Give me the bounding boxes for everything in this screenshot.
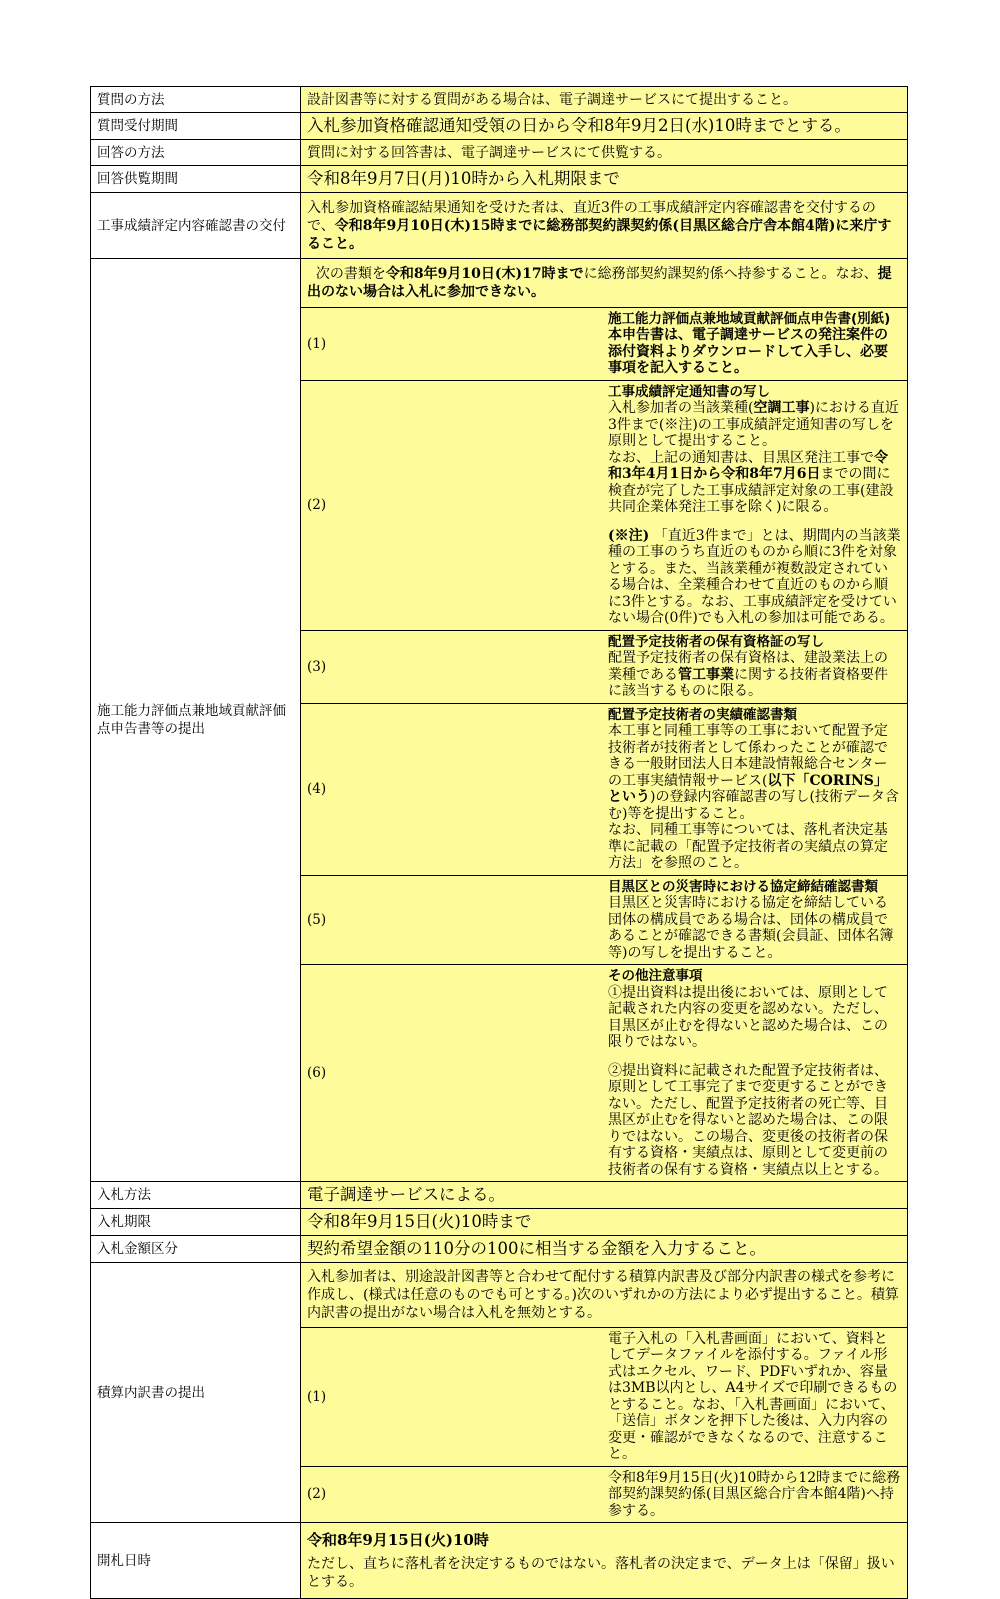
estimate-intro: 入札参加者は、別途設計図書等と合わせて配付する積算内訳書及び部分内訳書の様式を参考に作成し、(様式は任意のものでも可とする。)次のいずれかの方法により必ず提出すること。積算内訳書の提出がない場合は入札を無効とする。 [301, 1263, 907, 1327]
item-text: 本申告書は、電子調達サービスの発注案件の添付資料よりダウンロードして入手し、必要事項を記入すること。 [608, 327, 888, 376]
bid-conditions-table [90, 86, 908, 1599]
item-text: 入札参加者の当該業種(空調工事)における直近3件まで(※注)の工事成績評定通知書の写しを原則として提出すること。 [608, 400, 899, 449]
item-text: 電子入札の「入札書画面」において、資料としてデータファイルを添付する。ファイル形式はエクセル、ワード、PDFいずれか、容量は3MB以内とし、A4サイズで印刷できるものとすること。なお、「入札書画面」において、「送信」ボタンを押下した後は、入力内容の変更・確認ができなくなるので、注意すること。 [604, 1327, 907, 1466]
item-title: 目黒区との災害時における協定締結確認書類 [608, 878, 878, 895]
document-page [90, 86, 908, 1599]
item-number: (6) [301, 965, 604, 1182]
item-title: その他注意事項 [608, 968, 703, 984]
item-title: 施工能力評価点兼地域貢献評価点申告書(別紙) [608, 310, 891, 327]
estimate-item [301, 1466, 907, 1522]
value-answer-period: 令和8年9月7日(月)10時から入札期限まで [301, 166, 908, 193]
row-estimate [91, 1263, 908, 1523]
label-answer-method: 回答の方法 [91, 140, 301, 166]
label-submission: 施工能力評価点兼地域貢献評価点申告書等の提出 [91, 259, 301, 1182]
item-text: ②提出資料に記載された配置予定技術者は、原則として工事完了まで変更することができない。ただし、配置予定技術者の死亡等、目黒区が止むを得ないと認めた場合は、この限りではない。この場合、変更後の技術者の保有する資格・実績点は、原則として変更前の技術者の保有する資格・実績点以上とする。 [608, 1062, 888, 1178]
item-number: (1) [301, 1327, 604, 1466]
value-submission [301, 259, 908, 1182]
row-bid-deadline [91, 1209, 908, 1236]
row-submission [91, 259, 908, 1182]
item-text: 目黒区と災害時における協定を締結している団体の構成員である場合は、団体の構成員であることが確認できる書類(会員証、団体名簿等)の写しを提出すること。 [608, 895, 894, 961]
submission-intro: 次の書類を令和8年9月10日(木)17時までに総務部契約課契約係へ持参すること。なお、提出のない場合は入札に参加できない。 [301, 259, 907, 307]
submission-items [301, 259, 907, 1181]
item-note: (※注) 「直近3件まで」とは、期間内の当該業種の工事のうち直近のものから順に3件を対象とする。また、当該業種が複数設定されている場合は、全業種合わせて直近のものから順に3件とする。なお、工事成績評定を受けていない場合(0件)でも入札の参加は可能である。 [608, 527, 901, 626]
item-number: (2) [301, 1466, 604, 1522]
item-title: 配置予定技術者の保有資格証の写し [608, 633, 824, 650]
submission-item [301, 703, 907, 875]
submission-item [301, 965, 907, 1182]
value-answer-method: 質問に対する回答書は、電子調達サービスにて供覧する。 [301, 140, 908, 166]
item-number: (2) [301, 380, 604, 630]
label-bid-deadline: 入札期限 [91, 1209, 301, 1236]
construction-eval-text: 入札参加資格確認結果通知を受けた者は、直近3件の工事成績評定内容確認書を交付するので、 [307, 199, 876, 234]
value-estimate [301, 1263, 908, 1523]
row-answer-method [91, 140, 908, 166]
opening-note: ただし、直ちに落札者を決定するものではない。落札者の決定まで、データ上は「保留」扱いとする。 [307, 1555, 895, 1590]
item-text: 令和8年9月15日(火)10時から12時までに総務部契約課契約係(目黒区総合庁舎本館4階)へ持参する。 [604, 1466, 907, 1522]
item-title: 配置予定技術者の実績確認書類 [608, 706, 797, 723]
value-bid-method: 電子調達サービスによる。 [301, 1182, 908, 1209]
row-opening [91, 1523, 908, 1599]
submission-item [301, 630, 907, 703]
value-bid-amount: 契約希望金額の110分の100に相当する金額を入力すること。 [301, 1236, 908, 1263]
row-question-period [91, 113, 908, 140]
submission-item [301, 380, 907, 630]
item-text: なお、上記の通知書は、目黒区発注工事で令和3年4月1日から令和8年7月6日までの間に検査が完了した工事成績評定対象の工事(建設共同企業体発注工事を除く)に限る。 [608, 449, 894, 515]
opening-date: 令和8年9月15日(火)10時 [307, 1530, 489, 1549]
row-bid-amount [91, 1236, 908, 1263]
item-title: 工事成績評定通知書の写し [608, 383, 770, 400]
value-bid-deadline: 令和8年9月15日(火)10時まで [301, 1209, 908, 1236]
row-question-method [91, 87, 908, 113]
item-text: ①提出資料は提出後においては、原則として記載された内容の変更を認めない。ただし、目黒区が止むを得ないと認めた場合は、この限りではない。 [608, 984, 888, 1050]
submission-item [301, 875, 907, 965]
submission-item [301, 307, 907, 380]
label-question-method: 質問の方法 [91, 87, 301, 113]
label-opening: 開札日時 [91, 1523, 301, 1599]
value-opening [301, 1523, 908, 1599]
row-answer-period [91, 166, 908, 193]
label-question-period: 質問受付期間 [91, 113, 301, 140]
label-construction-eval: 工事成績評定内容確認書の交付 [91, 193, 301, 259]
label-bid-method: 入札方法 [91, 1182, 301, 1209]
label-bid-amount: 入札金額区分 [91, 1236, 301, 1263]
estimate-item [301, 1327, 907, 1466]
estimate-items [301, 1263, 907, 1522]
label-answer-period: 回答供覧期間 [91, 166, 301, 193]
label-estimate: 積算内訳書の提出 [91, 1263, 301, 1523]
item-text: なお、同種工事等については、落札者決定基準に記載の「配置予定技術者の実績点の算定方法」を参照のこと。 [608, 822, 888, 871]
value-construction-eval [301, 193, 908, 259]
item-number: (3) [301, 630, 604, 703]
item-text: 本工事と同種工事等の工事において配置予定技術者が技術者として係わったことが確認できる一般財団法人日本建設情報総合センターの工事実績情報サービス(以下「CORINS」という)の登録内容確認書の写し(技術データ含む)等を提出すること。 [608, 723, 899, 822]
value-question-method: 設計図書等に対する質問がある場合は、電子調達サービスにて提出すること。 [301, 87, 908, 113]
row-construction-eval [91, 193, 908, 259]
row-bid-method [91, 1182, 908, 1209]
item-number: (1) [301, 307, 604, 380]
item-number: (4) [301, 703, 604, 875]
item-number: (5) [301, 875, 604, 965]
construction-eval-bold: 令和8年9月10日(木)15時までに総務部契約課契約係(目黒区総合庁舎本館4階)に来庁すること。 [307, 217, 892, 252]
value-question-period: 入札参加資格確認通知受領の日から令和8年9月2日(水)10時までとする。 [301, 113, 908, 140]
item-text: 配置予定技術者の保有資格は、建設業法上の業種である管工事業に関する技術者資格要件に該当するものに限る。 [608, 650, 888, 699]
